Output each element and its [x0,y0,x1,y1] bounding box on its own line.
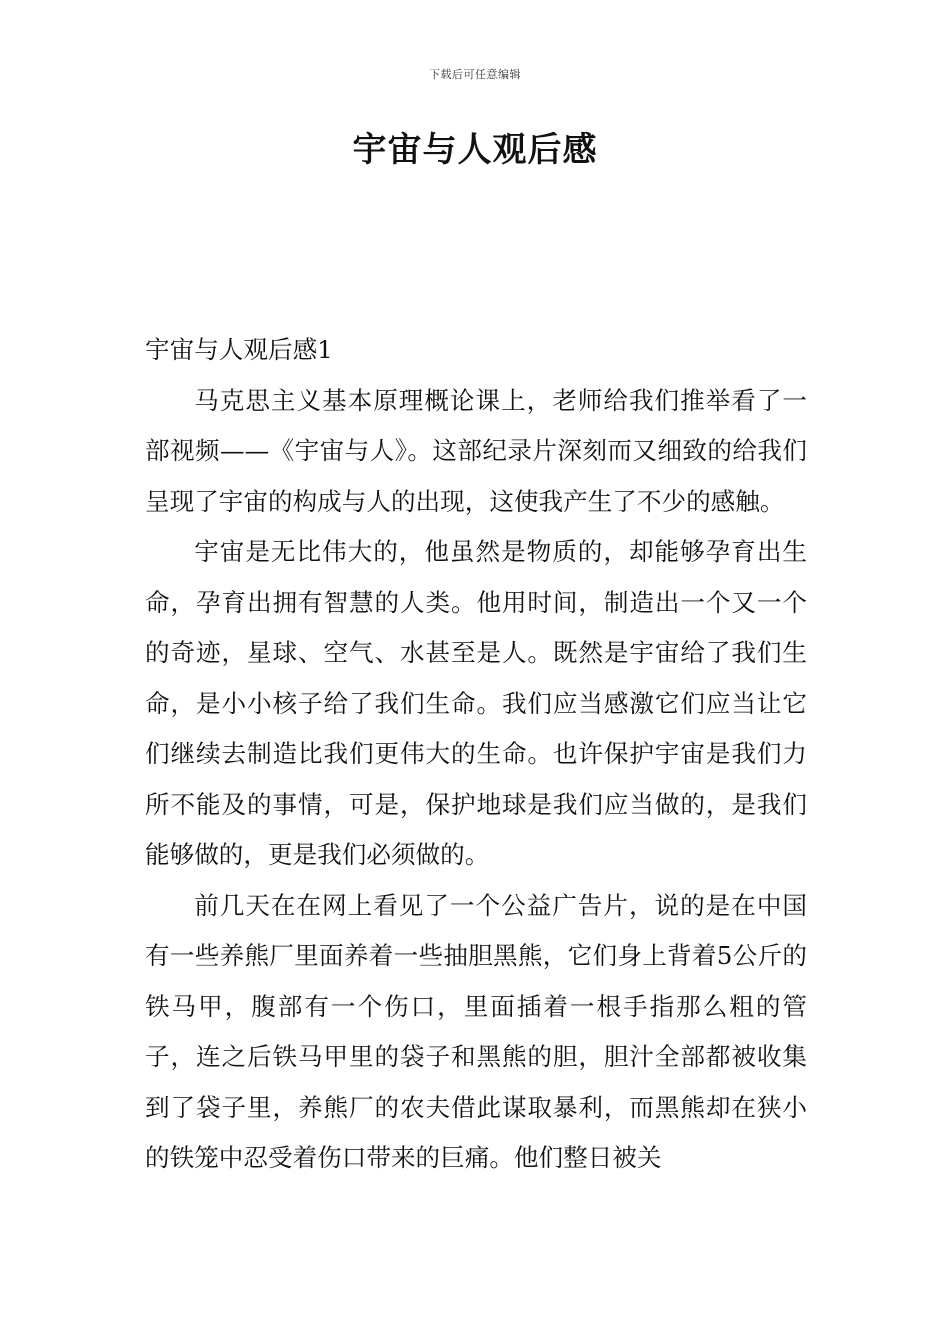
document-title: 宇宙与人观后感 [352,130,598,170]
paragraph-3: 前几天在在网上看见了一个公益广告片，说的是在中国有一些养熊厂里面养着一些抽胆黑熊，它们身上背着5公斤的铁马甲，腹部有一个伤口，里面插着一根手指那么粗的管子，连之后铁马甲里的袋子和黑熊的胆，胆汁全部都被收集到了袋子里，养熊厂的农夫借此谋取暴利，而黑熊却在狭小的铁笼中忍受着伤口带来的巨痛。他们整日被关 [145,890,807,1172]
section-heading: 宇宙与人观后感1 [145,335,333,364]
header-note: 下载后可任意编辑 [429,68,521,81]
paragraph-1: 马克思主义基本原理概论课上，老师给我们推举看了一部视频——《宇宙与人》。这部纪录片深刻而又细致的给我们呈现了宇宙的构成与人的出现，这使我产生了不少的感触。 [145,385,807,516]
paragraph-2: 宇宙是无比伟大的，他虽然是物质的，却能够孕育出生命，孕育出拥有智慧的人类。他用时间，制造出一个又一个的奇迹，星球、空气、水甚至是人。既然是宇宙给了我们生命，是小小核子给了我们生命。我们应当感激它们应当让它们继续去制造比我们更伟大的生命。也许保护宇宙是我们力所不能及的事情，可是，保护地球是我们应当做的，是我们能够做的，更是我们必须做的。 [145,537,807,869]
document-body [145,325,807,1184]
